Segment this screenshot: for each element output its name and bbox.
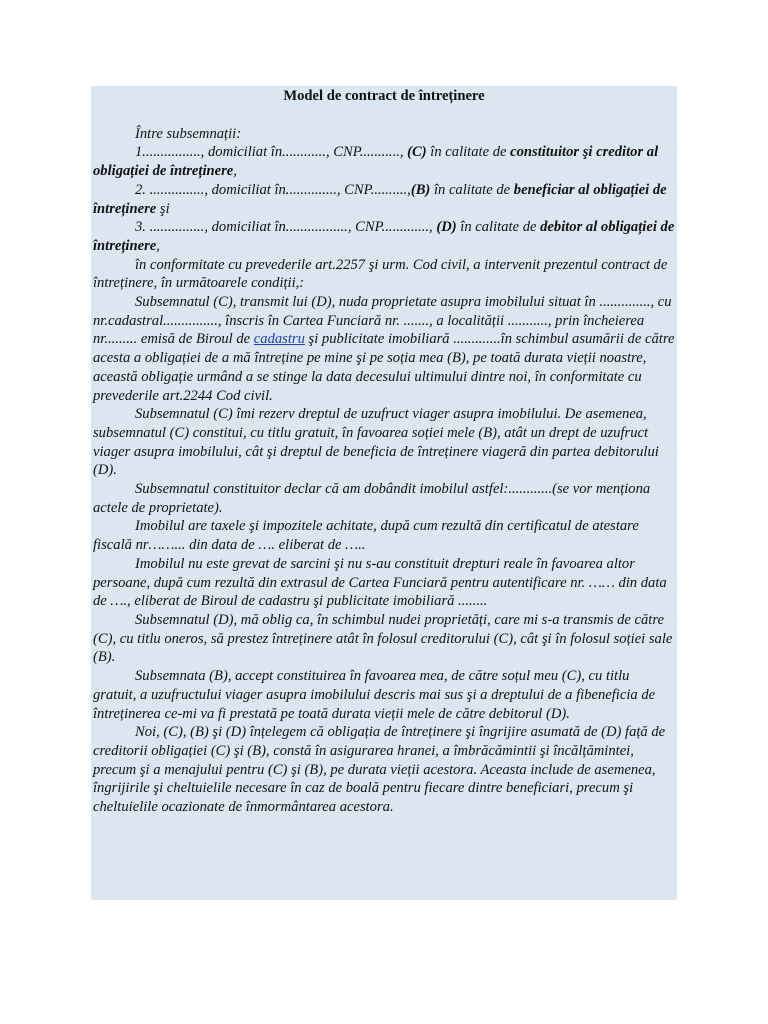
cadastru-link[interactable]: cadastru <box>253 331 305 348</box>
document-page <box>91 86 677 900</box>
paragraph-taxe: Imobilul are taxele şi impozitele achitate, după cum rezultă din certificatul de atestare fiscală nr……... din data de …. eliberat de ….. <box>93 518 639 554</box>
party-1-number: 1. <box>135 144 146 161</box>
paragraph-intretinere: Noi, (C), (B) şi (D) înțelegem că obligația de întreținere şi îngrijire asumată de (D) față de creditorii obligației (C) şi (B), constă în asigurarea hranei, a îmbrăcămintii şi încălțămintei, precum şi a menajului pentru (C) şi (B), pe durata vieții acestora. Aceasta include de asemenea, îngrijirile şi cheltuielile necesare în caz de boală pentru fiecare dintre beneficiari, precum şi cheltuielile ocazionate de înmormântarea acestora. <box>93 724 666 816</box>
party-2-role: beneficiar al obligației de întreținere <box>93 181 667 217</box>
party-1-details: ..............., domiciliat în............, CNP..........., <box>145 144 408 161</box>
party-2-number: 2. <box>135 181 146 198</box>
party-3-role: debitor al obligației de întreținere <box>93 219 675 254</box>
party-1-letter: (C) <box>407 144 427 161</box>
paragraph-declaratie: Subsemnatul constituitor declar că am dobândit imobilul astfel:............(se vor menționa actele de proprietate). <box>93 481 651 516</box>
party-2-letter: (B) <box>410 181 431 198</box>
paragraph-transmit-start: Subsemnatul (C), transmit lui (D), nuda proprietate asupra imobilului situat în .............., cu nr.cadastral..............., înscris în Cartea Funciară nr. ......., a localității ..........., prin încheierea nr......... emisă de Biroul de <box>93 294 672 348</box>
paragraph-transmit <box>93 293 675 405</box>
party-1 <box>93 143 675 180</box>
paragraph-obligatie: Subsemnatul (D), mă oblig ca, în schimbul nudei proprietăți, care mi s-a transmis de către (C), cu titlu oneros, să prestez întreținere atât în folosul creditorului (C), cât şi în folosul soției sale (B). <box>93 611 673 666</box>
party-3 <box>93 218 675 255</box>
party-3-end: , <box>156 237 160 254</box>
paragraph-conformitate: în conformitate cu prevederile art.2257 şi urm. Cod civil, a intervenit prezentul contract de întreținere, în următoarele condiții,: <box>93 256 668 292</box>
party-2-end: şi <box>156 200 170 217</box>
paragraph-sarcini: Imobilul nu este grevat de sarcini şi nu s-au constituit drepturi reale în favoarea altor persoane, după cum rezultă din extrasul de Cartea Funciară pentru autentificare nr. …… din data de …., eliberat de Biroul de cadastru şi publicitate imobiliară ........ <box>93 555 667 610</box>
paragraph-transmit-end: şi publicitate imobiliară .............în schimbul asumării de către acesta a obligației de a mă întreține pe mine şi pe soția mea (B), pe toată durata vieții noastre, această obligație urmând a se stinge la data decesului ultimului dintre noi, în conformitate cu prevederile art.2244 Cod civil. <box>93 331 675 404</box>
party-2-role-prefix: în calitate de <box>430 181 514 198</box>
party-3-letter: (D) <box>436 219 457 236</box>
party-1-role-prefix: în calitate de <box>426 144 511 161</box>
paragraph-accept: Subsemnata (B), accept constituirea în favoarea mea, de către soțul meu (C), cu titlu gratuit, a uzufructului viager asupra imobilului descris mai sus şi a dreptului de a fibeneficia de întreținerea ce-mi va fi prestată pe toată durata vieții mele de către debitorul (D). <box>93 668 656 722</box>
paragraph-uzufruct: Subsemnatul (C) îmi rezerv dreptul de uzufruct viager asupra imobilului. De asemenea, subsemnatul (C) constitui, cu titlu gratuit, în favoarea soției mele (B), atât un drept de uzufruct viager asupra imobilului, cât şi dreptul de beneficia de întreținere viageră din partea debitorului (D). <box>93 406 659 479</box>
party-1-end: , <box>233 163 237 180</box>
party-3-details: ..............., domiciliat în................., CNP............., <box>145 219 437 236</box>
party-1-role: constituitor şi creditor al obligației de întreținere <box>93 144 659 180</box>
intro-line: Între subsemnații: <box>135 125 242 142</box>
document-title: Model de contract de întreținere <box>283 88 485 104</box>
party-3-role-prefix: în calitate de <box>456 219 541 236</box>
party-2 <box>93 181 675 218</box>
party-2-details: ..............., domiciliat în.............., CNP.........., <box>145 181 411 198</box>
party-3-number: 3. <box>135 219 146 236</box>
